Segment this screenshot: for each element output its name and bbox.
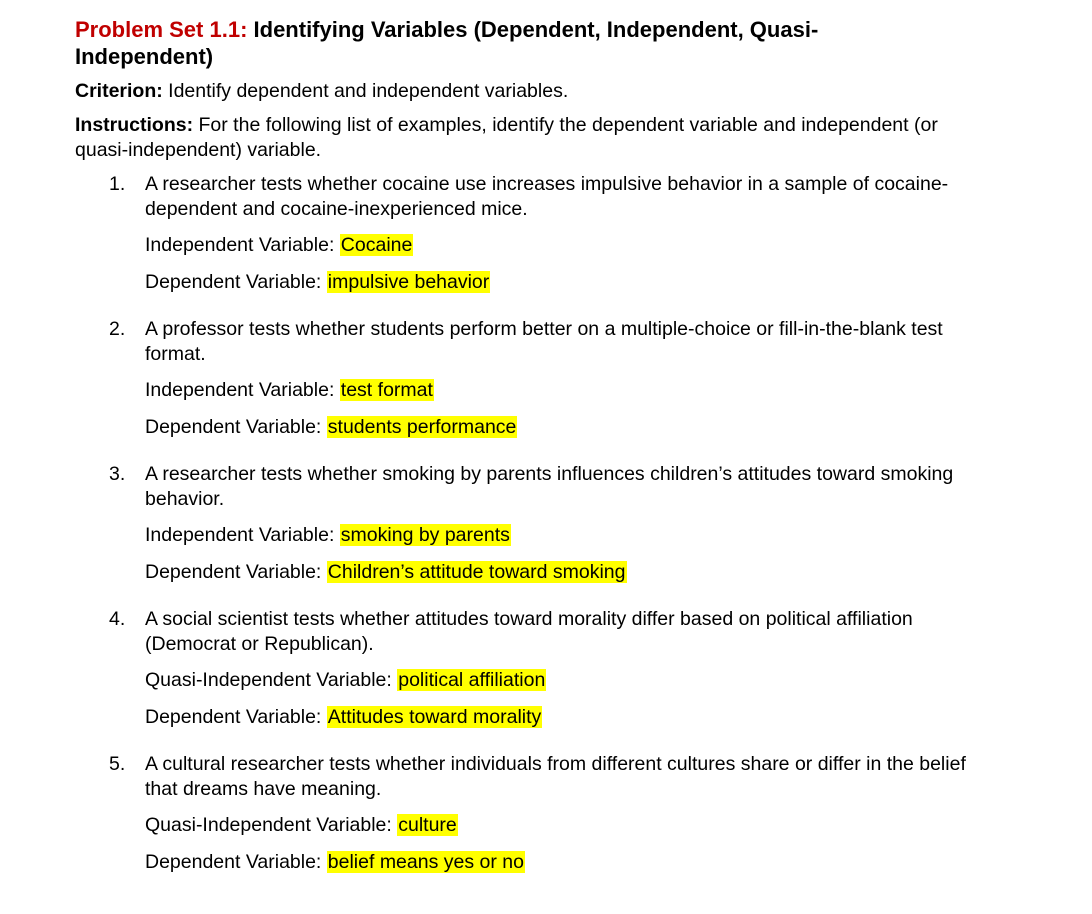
dependent-variable-label: Dependent Variable: <box>145 416 322 438</box>
instructions-text: For the following list of examples, identify the dependent variable and independent (or quasi-independent) variable. <box>75 114 938 161</box>
item-number: 5. <box>109 753 126 775</box>
independent-variable-answer: smoking by parents <box>340 524 510 546</box>
list-item <box>75 317 1092 440</box>
quasi-independent-variable-row <box>145 668 1092 693</box>
dependent-variable-answer: Attitudes toward morality <box>327 706 542 728</box>
item-question: A social scientist tests whether attitudes toward morality differ based on political affiliation (Democrat or Republican). <box>145 608 913 655</box>
problem-set-label: Problem Set 1.1: <box>75 17 248 42</box>
quasi-independent-variable-answer: culture <box>398 814 457 836</box>
item-question: A professor tests whether students perform better on a multiple-choice or fill-in-the-blank test format. <box>145 318 943 365</box>
independent-variable-label: Independent Variable: <box>145 524 335 546</box>
quasi-independent-variable-row <box>145 813 1092 838</box>
dependent-variable-label: Dependent Variable: <box>145 561 322 583</box>
dependent-variable-answer: impulsive behavior <box>327 271 490 293</box>
quasi-independent-variable-label: Quasi-Independent Variable: <box>145 669 392 691</box>
dependent-variable-row <box>145 705 1092 730</box>
criterion-paragraph <box>75 79 975 104</box>
criterion-text: Identify dependent and independent variables. <box>168 80 569 102</box>
item-number: 4. <box>109 608 126 630</box>
list-item <box>75 607 1092 730</box>
instructions-paragraph <box>75 113 975 163</box>
independent-variable-label: Independent Variable: <box>145 379 335 401</box>
item-number: 3. <box>109 463 126 485</box>
list-item <box>75 752 1092 875</box>
dependent-variable-label: Dependent Variable: <box>145 706 322 728</box>
item-number: 2. <box>109 318 126 340</box>
independent-variable-row <box>145 523 1092 548</box>
independent-variable-label: Independent Variable: <box>145 234 335 256</box>
independent-variable-answer: Cocaine <box>340 234 413 256</box>
page-title <box>75 16 935 70</box>
item-question: A cultural researcher tests whether individuals from different cultures share or differ in the belief that dreams have meaning. <box>145 753 966 800</box>
item-number: 1. <box>109 173 126 195</box>
dependent-variable-row <box>145 270 1092 295</box>
dependent-variable-label: Dependent Variable: <box>145 851 322 873</box>
independent-variable-answer: test format <box>340 379 433 401</box>
item-question: A researcher tests whether cocaine use increases impulsive behavior in a sample of cocaine-dependent and cocaine-inexperienced mice. <box>145 173 949 220</box>
list-item <box>75 462 1092 585</box>
dependent-variable-row <box>145 850 1092 875</box>
dependent-variable-answer: Children’s attitude toward smoking <box>327 561 626 583</box>
independent-variable-row <box>145 378 1092 403</box>
item-question: A researcher tests whether smoking by parents influences children’s attitudes toward smoking behavior. <box>145 463 954 510</box>
dependent-variable-row <box>145 560 1092 585</box>
list-item <box>75 172 1092 295</box>
problem-set-title: Identifying Variables (Dependent, Independent, Quasi-Independent) <box>75 17 819 69</box>
quasi-independent-variable-answer: political affiliation <box>398 669 546 691</box>
dependent-variable-answer: students performance <box>327 416 517 438</box>
dependent-variable-label: Dependent Variable: <box>145 271 322 293</box>
criterion-label: Criterion: <box>75 80 163 102</box>
instructions-label: Instructions: <box>75 114 194 136</box>
dependent-variable-row <box>145 415 1092 440</box>
quasi-independent-variable-label: Quasi-Independent Variable: <box>145 814 392 836</box>
independent-variable-row <box>145 233 1092 258</box>
dependent-variable-answer: belief means yes or no <box>327 851 524 873</box>
example-list <box>75 172 1092 875</box>
